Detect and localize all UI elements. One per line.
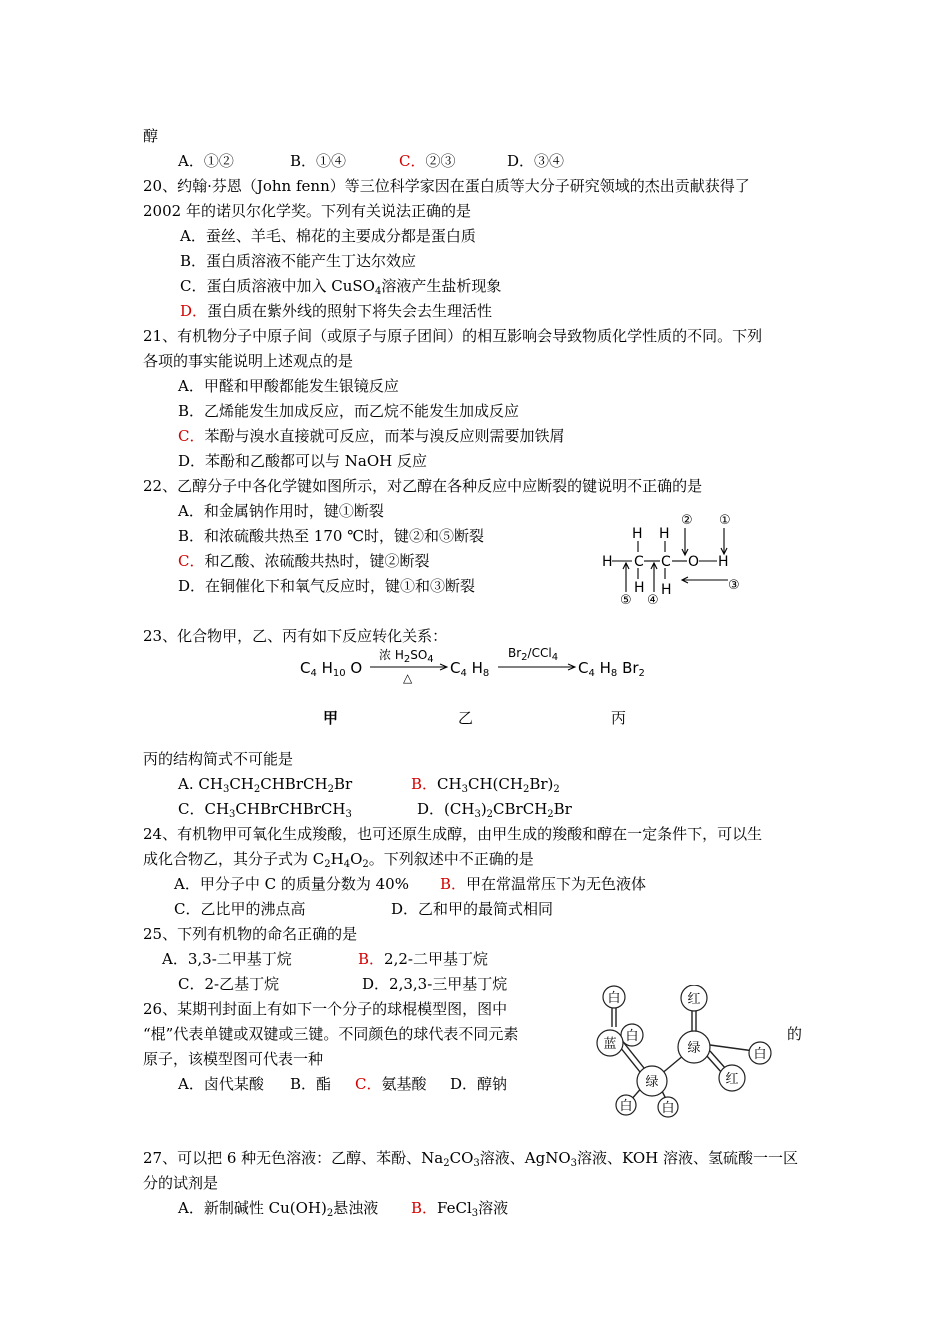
q23-option-c: C．$CH_3CHBrCHBrCH_3$ [178, 800, 352, 820]
q26-option-b: B．酯 [290, 1075, 332, 1093]
atom-h-bottom-1: H [634, 580, 645, 596]
label-bing: 丙 [611, 709, 627, 727]
ball-green-1-label: 绿 [645, 1075, 659, 1090]
formula-c4h10o: $C_4$ $H_{10}$ O [300, 659, 363, 679]
q23-stem: 23、化合物甲，乙、丙有如下反应转化关系： [143, 627, 448, 645]
q23-option-b: B．$CH_3CH(CH_2Br)_2$ [411, 775, 560, 795]
q20-stem-line2: 2002 年的诺贝尔化学奖。下列有关说法正确的是 [143, 202, 471, 220]
ball-white-1-label: 白 [607, 991, 621, 1006]
q24-option-c: C．乙比甲的沸点高 [174, 900, 306, 918]
q19-option-d: D．③④ [507, 152, 565, 170]
q26-option-d: D．醇钠 [450, 1075, 508, 1093]
q25-stem: 25、下列有机物的命名正确的是 [143, 925, 358, 943]
atom-h-top-2: H [659, 526, 670, 542]
ball-red-2-label: 红 [725, 1072, 739, 1087]
atom-h-top-1: H [632, 526, 643, 542]
q26-stem-line2: “棍”代表单键或双键或三键。不同颜色的球代表不同元素 [143, 1025, 519, 1043]
q25-option-a: A．3,3-二甲基丁烷 [162, 950, 292, 968]
q21-stem-line2: 各项的事实能说明上述观点的是 [143, 352, 354, 370]
q19-option-c: C．②③ [399, 152, 456, 170]
q27-option-b: B．FeCl$_3$溶液 [411, 1199, 509, 1219]
bond-label-1: ① [719, 513, 731, 528]
q19-tail: 醇 [143, 127, 159, 145]
q27-option-a: A．新制碱性 $Cu(OH)_2$悬浊液 [178, 1199, 379, 1219]
ball-green-2-label: 绿 [687, 1041, 701, 1056]
label-yi: 乙 [458, 709, 474, 727]
ball-white-2-label: 白 [625, 1029, 639, 1044]
q26-option-c: C．氨基酸 [355, 1075, 427, 1093]
q21-option-a: A．甲醛和甲酸都能发生银镜反应 [178, 377, 399, 395]
q26-option-a: A．卤代某酸 [178, 1075, 264, 1093]
q20-stem-line1: 20、约翰·芬恩（John fenn）等三位科学家因在蛋白质等大分子研究领域的杰出贡献获得了 [143, 177, 750, 195]
atom-c2: C [661, 554, 671, 570]
atom-o: O [688, 554, 700, 570]
q22-option-d: D．在铜催化下和氧气反应时，键①和③断裂 [178, 577, 476, 595]
arrow1-reagent: 浓 $H_2SO_4$ [379, 648, 434, 665]
q27-stem-line1: 27、可以把 6 种无色溶液：乙醇、苯酚、$Na_2CO_3$溶液、AgNO$_3$溶液、KOH 溶液、氢硫酸一一区 [143, 1149, 798, 1169]
atom-h-oh: H [718, 554, 729, 570]
atom-h-left: H [602, 554, 613, 570]
q21-stem-line1: 21、有机物分子中原子间（或原子与原子团间）的相互影响会导致物质化学性质的不同。下列 [143, 327, 763, 345]
q20-option-b: B．蛋白质溶液不能产生丁达尔效应 [180, 252, 417, 270]
q24-option-a: A．甲分子中 C 的质量分数为 40% [174, 875, 409, 893]
q22-option-c: C．和乙酸、浓硫酸共热时，键②断裂 [178, 552, 430, 570]
ethanol-bond-diagram [598, 508, 748, 608]
arrow1-heat: △ [403, 671, 413, 685]
q22-stem: 22、乙醇分子中各化学键如图所示，对乙醇在各种反应中应断裂的键说明不正确的是 [143, 477, 703, 495]
q22-option-a: A．和金属钠作用时，键①断裂 [178, 502, 384, 520]
formula-c4h8br2: $C_4$ $H_8$ $Br_2$ [578, 659, 645, 679]
bond-label-4: ④ [647, 593, 659, 608]
q19-option-a: A．①② [178, 152, 234, 170]
q24-option-b: B．甲在常温常压下为无色液体 [440, 875, 647, 893]
reaction-scheme [300, 646, 660, 686]
atom-c1: C [634, 554, 644, 570]
q20-option-d: D．蛋白质在紫外线的照射下将失会去生理活性 [180, 302, 493, 320]
formula-c4h8: $C_4$ $H_8$ [450, 659, 490, 679]
bond-label-3: ③ [728, 578, 740, 593]
q21-option-c: C．苯酚与溴水直接就可反应，而苯与溴反应则需要加铁屑 [178, 427, 565, 445]
q23-option-d: D．$(CH_3)_2CBrCH_2Br$ [417, 800, 572, 820]
atom-h-bottom-2: H [661, 582, 672, 598]
q26-stem-line1: 26、某期刊封面上有如下一个分子的球棍模型图，图中 [143, 1000, 508, 1018]
q24-stem-line1: 24、有机物甲可氧化生成羧酸，也可还原生成醇，由甲生成的羧酸和醇在一定条件下，可以生 [143, 825, 763, 843]
q25-option-c: C．2-乙基丁烷 [178, 975, 280, 993]
ball-white-4-label: 白 [619, 1099, 633, 1114]
q23-question: 丙的结构简式不可能是 [143, 750, 294, 768]
q26-stem-line3: 原子，该模型图可代表一种 [143, 1050, 324, 1068]
q26-stem-line2-tail: 的 [787, 1025, 803, 1043]
q24-option-d: D．乙和甲的最简式相同 [391, 900, 554, 918]
q25-option-d: D．2,3,3-三甲基丁烷 [362, 975, 508, 993]
arrow2-reagent: $Br_2/CCl_4$ [508, 646, 559, 663]
label-jia: 甲 [323, 709, 339, 727]
q22-option-b: B．和浓硫酸共热至 170 ℃时，键②和⑤断裂 [178, 527, 484, 545]
ball-white-3-label: 白 [753, 1047, 767, 1062]
bond-label-2: ② [681, 513, 693, 528]
q21-option-b: B．乙烯能发生加成反应，而乙烷不能发生加成反应 [178, 402, 520, 420]
q23-option-a: A. $CH_3CH_2CHBrCH_2Br$ [178, 775, 353, 795]
q21-option-d: D．苯酚和乙酸都可以与 NaOH 反应 [178, 452, 428, 470]
arrow2 [498, 662, 578, 672]
ball-and-stick-model [588, 985, 788, 1120]
q19-option-b: B．①④ [290, 152, 347, 170]
q25-option-b: B．2,2-二甲基丁烷 [358, 950, 488, 968]
ball-blue-label: 蓝 [603, 1037, 617, 1052]
q20-option-c: C．蛋白质溶液中加入 CuSO$_4$溶液产生盐析现象 [180, 277, 502, 297]
ball-red-1-label: 红 [687, 992, 701, 1007]
bond-label-5: ⑤ [620, 593, 632, 608]
ball-white-5-label: 白 [661, 1101, 675, 1116]
q24-stem-line2: 成化合物乙，其分子式为 $C_2H_4O_2$。下列叙述中不正确的是 [143, 850, 534, 870]
q27-stem-line2: 分的试剂是 [143, 1174, 219, 1192]
q20-option-a: A．蚕丝、羊毛、棉花的主要成分都是蛋白质 [180, 227, 476, 245]
